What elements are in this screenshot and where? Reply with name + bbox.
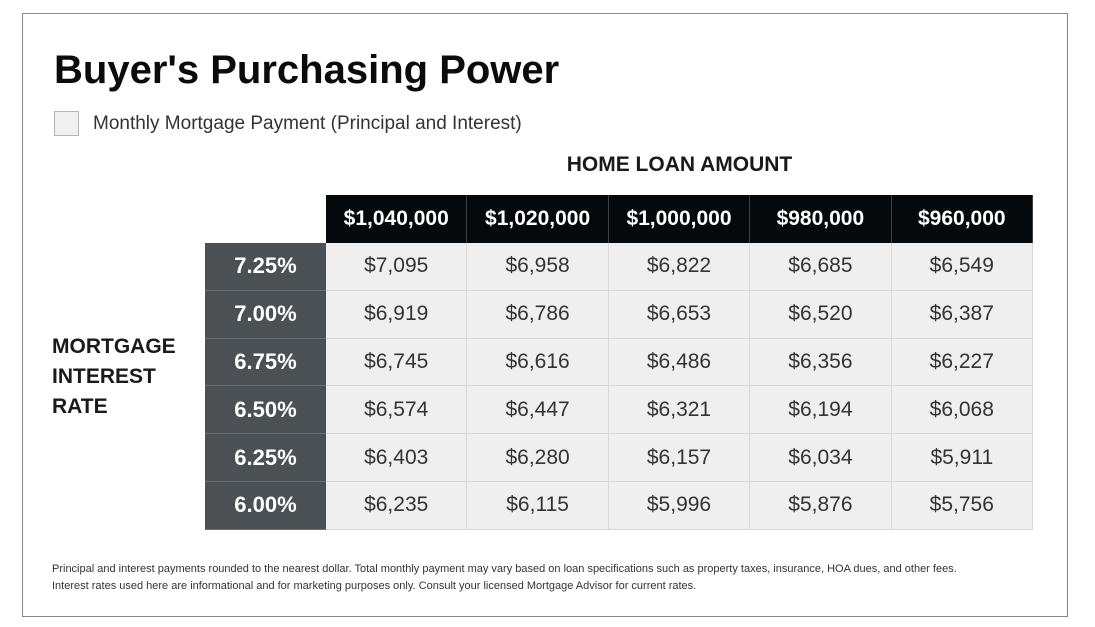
payment-cell: $6,574 [326, 386, 467, 434]
payment-cell: $6,549 [892, 243, 1033, 291]
payment-cell: $6,280 [467, 434, 608, 482]
payment-cell: $6,685 [750, 243, 891, 291]
payment-cell: $6,115 [467, 482, 608, 530]
legend [54, 110, 522, 137]
payment-cell: $6,447 [467, 386, 608, 434]
payment-cell: $6,321 [609, 386, 750, 434]
payment-cell: $6,745 [326, 339, 467, 387]
payment-cell: $5,876 [750, 482, 891, 530]
column-header-cell: $960,000 [892, 195, 1033, 243]
payment-cell: $6,235 [326, 482, 467, 530]
page-title: Buyer's Purchasing Power [54, 48, 560, 92]
payment-cell: $6,068 [892, 386, 1033, 434]
payment-cell: $6,157 [609, 434, 750, 482]
column-header-cell: $1,000,000 [609, 195, 750, 243]
payment-cell: $5,756 [892, 482, 1033, 530]
rate-row-header: 7.25% [205, 243, 326, 291]
footnote [52, 561, 1042, 595]
row-axis-title-line: INTEREST [52, 365, 156, 388]
payment-cell: $6,786 [467, 291, 608, 339]
rate-row-header: 7.00% [205, 291, 326, 339]
payment-cell: $6,194 [750, 386, 891, 434]
row-axis-title [52, 332, 176, 422]
column-axis-title: HOME LOAN AMOUNT [566, 153, 793, 176]
payment-cell: $6,387 [892, 291, 1033, 339]
footnote-line: Interest rates used here are informational and for marketing purposes only. Consult your licensed Mortgage Advisor for current rates. [52, 580, 697, 592]
payment-cell: $7,095 [326, 243, 467, 291]
column-header-cell: $980,000 [750, 195, 891, 243]
payment-cell: $5,996 [609, 482, 750, 530]
legend-swatch [54, 111, 79, 136]
payment-cell: $6,919 [326, 291, 467, 339]
payment-cell: $6,486 [609, 339, 750, 387]
footnote-line: Principal and interest payments rounded to the nearest dollar. Total monthly payment may vary based on loan specifications such as property taxes, insurance, HOA dues, and other fees. [52, 563, 957, 575]
rate-row-header: 6.75% [205, 339, 326, 387]
rate-row-header: 6.00% [205, 482, 326, 530]
payment-cell: $6,227 [892, 339, 1033, 387]
payment-cell: $6,653 [609, 291, 750, 339]
row-axis-title-line: MORTGAGE [52, 335, 176, 358]
column-header-cell: $1,040,000 [326, 195, 467, 243]
column-header-cell: $1,020,000 [467, 195, 608, 243]
payment-cell: $6,520 [750, 291, 891, 339]
payment-cell: $5,911 [892, 434, 1033, 482]
payment-cell: $6,034 [750, 434, 891, 482]
rate-row-header: 6.25% [205, 434, 326, 482]
payment-cell: $6,403 [326, 434, 467, 482]
legend-label: Monthly Mortgage Payment (Principal and Interest) [93, 112, 522, 134]
payment-cell: $6,822 [609, 243, 750, 291]
payment-cell: $6,958 [467, 243, 608, 291]
row-axis-title-line: RATE [52, 395, 108, 418]
payment-cell: $6,356 [750, 339, 891, 387]
payment-cell: $6,616 [467, 339, 608, 387]
rate-row-header: 6.50% [205, 386, 326, 434]
